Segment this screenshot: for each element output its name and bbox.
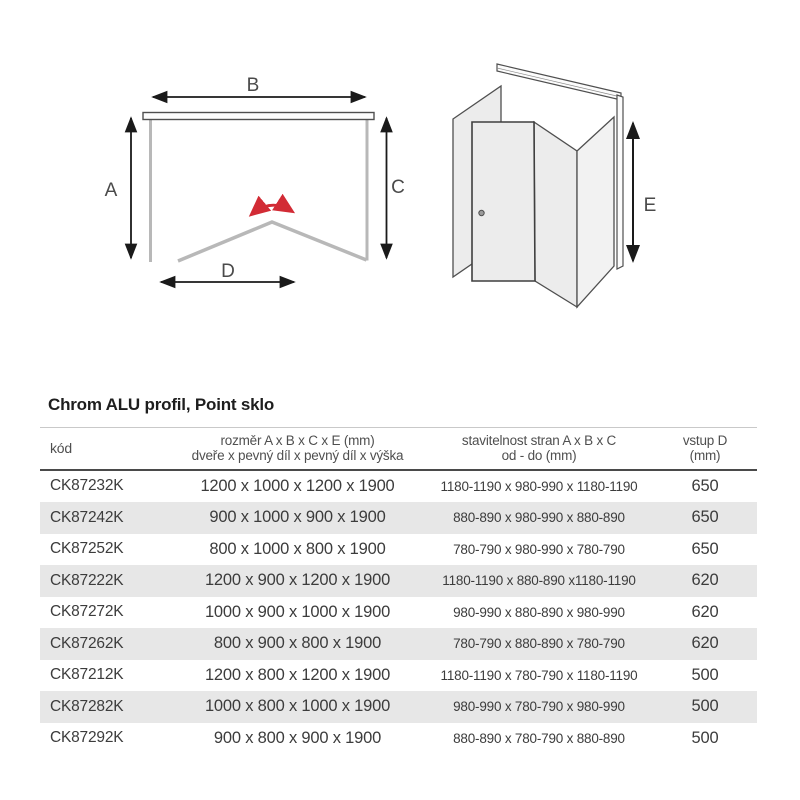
right-wall-profile xyxy=(617,95,623,269)
cell-rozmer: 1000 x 800 x 1000 x 1900 xyxy=(204,697,391,716)
header-stavitelnost-line1: stavitelnost stran A x B x C xyxy=(461,433,617,448)
table-row xyxy=(40,565,757,597)
dim-label-b: B xyxy=(246,75,260,96)
header-vstup-line2: (mm) xyxy=(689,447,721,463)
cell-stavitelnost: 780-790 x 880-890 x 780-790 xyxy=(453,636,625,652)
cell-kod: CK87272K xyxy=(50,603,124,621)
cell-vstup: 650 xyxy=(691,539,719,558)
technical-diagrams xyxy=(0,0,800,345)
header-kod: kód xyxy=(50,440,72,457)
top-rail-inner-line xyxy=(497,68,621,97)
dim-label-e: E xyxy=(643,195,657,216)
header-rozmer-line1: rozměr A x B x C x E (mm) xyxy=(220,433,375,448)
cell-vstup: 500 xyxy=(691,728,719,747)
cell-rozmer: 1200 x 1000 x 1200 x 1900 xyxy=(200,476,395,495)
table-row xyxy=(40,691,757,723)
cell-vstup: 620 xyxy=(691,602,719,621)
cell-kod: CK87292K xyxy=(50,729,124,747)
folding-panel-inner xyxy=(534,122,577,307)
cell-vstup: 620 xyxy=(691,571,719,590)
cell-stavitelnost: 1180-1190 x 980-990 x 1180-1190 xyxy=(440,478,638,494)
table-header xyxy=(40,428,757,470)
cell-rozmer: 900 x 1000 x 900 x 1900 xyxy=(209,508,386,527)
cell-stavitelnost: 780-790 x 980-990 x 780-790 xyxy=(453,541,625,557)
table-body xyxy=(40,470,757,755)
table-row xyxy=(40,597,757,629)
section-title: Chrom ALU profil, Point sklo xyxy=(48,395,275,414)
table-row xyxy=(40,628,757,660)
cell-kod: CK87242K xyxy=(50,508,124,526)
folding-door-lines xyxy=(178,222,367,261)
header-rozmer xyxy=(170,428,425,470)
cell-vstup: 650 xyxy=(691,508,719,527)
spec-table xyxy=(40,427,757,754)
cell-rozmer: 800 x 1000 x 800 x 1900 xyxy=(209,539,386,558)
header-stavitelnost-line2: od - do (mm) xyxy=(501,447,577,463)
top-rail xyxy=(497,64,621,100)
top-view-diagram xyxy=(105,75,405,282)
cell-vstup: 650 xyxy=(691,476,719,495)
door-knob xyxy=(479,210,484,215)
table-row xyxy=(40,534,757,566)
header-stavitelnost xyxy=(425,428,653,470)
dim-label-d: D xyxy=(221,261,235,282)
cell-kod: CK87232K xyxy=(50,477,124,495)
header-vstup-line1: vstup D xyxy=(682,433,728,448)
cell-stavitelnost: 980-990 x 780-790 x 980-990 xyxy=(453,699,625,715)
cell-kod: CK87282K xyxy=(50,697,124,715)
door-panel xyxy=(472,122,535,281)
cell-vstup: 500 xyxy=(691,697,719,716)
table-row xyxy=(40,470,757,503)
cell-stavitelnost: 1180-1190 x 880-890 x1180-1190 xyxy=(442,573,636,589)
cell-rozmer: 1200 x 900 x 1200 x 1900 xyxy=(204,571,391,590)
table-row xyxy=(40,660,757,692)
cell-rozmer: 1000 x 900 x 1000 x 1900 xyxy=(204,602,391,621)
table-row xyxy=(40,502,757,534)
cell-vstup: 500 xyxy=(691,665,719,684)
cell-rozmer: 900 x 800 x 900 x 1900 xyxy=(213,728,382,747)
table-row xyxy=(40,723,757,755)
cell-rozmer: 1200 x 800 x 1200 x 1900 xyxy=(204,665,391,684)
header-rozmer-line2: dveře x pevný díl x pevný díl x výška xyxy=(191,447,404,463)
cell-kod: CK87252K xyxy=(50,540,124,558)
cell-kod: CK87222K xyxy=(50,571,124,589)
cell-stavitelnost: 880-890 x 780-790 x 880-890 xyxy=(453,730,625,746)
cell-stavitelnost: 880-890 x 980-990 x 880-890 xyxy=(453,510,625,526)
cell-stavitelnost: 980-990 x 880-890 x 980-990 xyxy=(453,604,625,620)
cell-kod: CK87262K xyxy=(50,634,124,652)
cell-kod: CK87212K xyxy=(50,666,124,684)
door-swing-arrow xyxy=(252,205,292,214)
cell-rozmer: 800 x 900 x 800 x 1900 xyxy=(213,634,382,653)
cell-vstup: 620 xyxy=(691,634,719,653)
perspective-view-diagram xyxy=(453,64,656,307)
wall-profile-bar xyxy=(143,113,374,120)
dim-label-c: C xyxy=(391,177,405,198)
cell-stavitelnost: 1180-1190 x 780-790 x 1180-1190 xyxy=(440,667,638,683)
dim-label-a: A xyxy=(104,180,118,201)
header-vstup xyxy=(653,428,757,470)
folding-panel-outer xyxy=(577,117,614,307)
